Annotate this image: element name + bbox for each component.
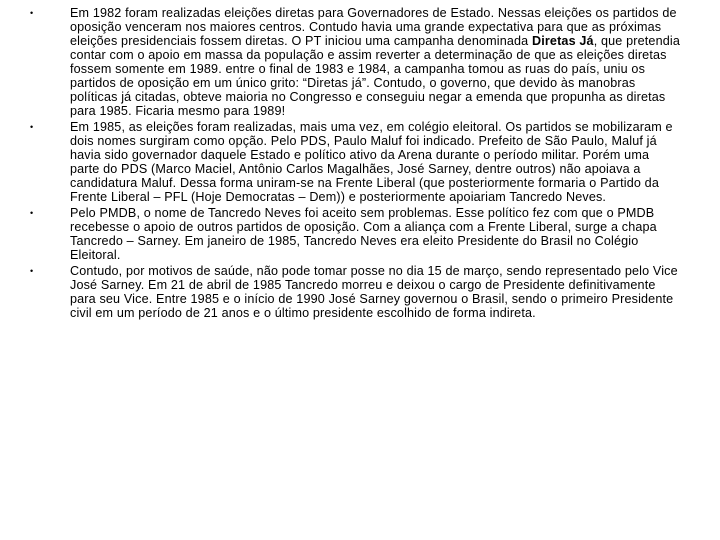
bullet-text: Contudo, por motivos de saúde, não pode tomar posse no dia 15 de março, sendo representado pelo Vice José Sarney. Em 21 de abril de 1985 Tancredo morreu e deixou o cargo de Presidente definitivamente para seu Vice. Entre 1985 e o início de 1990 José Sarney governou o Brasil, sendo o primeiro Presidente civil em um período de 21 anos e o último presidente escolhido de forma indireta. (70, 264, 678, 320)
bullet-item-3 (30, 206, 682, 262)
bullet-list (30, 6, 682, 322)
bullet-text-bold: Diretas Já (531, 34, 594, 48)
bullet-dot: • (30, 8, 34, 18)
bullet-text-part: Em 1982 foram realizadas eleições diretas para Governadores de Estado. Nessas eleições os partidos de oposição venceram nos maiores centros. Contudo havia uma grande expectativa para que as próximas eleições presidenciais fossem diretas. O PT iniciou uma campanha denominada (70, 6, 677, 48)
bullet-dot: • (30, 208, 34, 218)
bullet-item-2 (30, 120, 682, 204)
bullet-text: Em 1985, as eleições foram realizadas, mais uma vez, em colégio eleitoral. Os partidos se mobilizaram e dois nomes surgiram como opção. Pelo PDS, Paulo Maluf foi indicado. Prefeito de São Paulo, Maluf já havia sido governador daquele Estado e político ativo da Arena durante o período militar. Porém uma parte do PDS (Marco Maciel, Antônio Carlos Magalhães, José Sarney, dentre outros) não apoiava a candidatura Maluf. Dessa forma uniram-se na Frente Liberal (que posteriormente formaria o Partido da Frente Liberal – PFL (Hoje Democratas – Dem)) e posteriormente apoiariam Tancredo Neves. (70, 120, 673, 204)
bullet-text (70, 6, 682, 118)
bullet-item-1 (30, 6, 682, 118)
bullet-item-4 (30, 264, 682, 320)
bullet-text-part: , que pretendia contar com o apoio em massa da população e assim reverter a determinação de que as eleições diretas fossem somente em 1989. entre o final de 1983 e 1984, a campanha tomou as ruas do país, uniu os partidos de oposição em um único grito: “Diretas já”. Contudo, o governo, que devido às manobras políticas já citadas, obteve maioria no Congresso e conseguiu negar a emenda que propunha as diretas para 1985. Ficaria mesmo para 1989! (70, 34, 680, 118)
bullet-dot: • (30, 266, 34, 276)
bullet-dot: • (30, 122, 34, 132)
bullet-text: Pelo PMDB, o nome de Tancredo Neves foi aceito sem problemas. Esse político fez com que o PMDB recebesse o apoio de outros partidos de oposição. Com a aliança com a Frente Liberal, surge a chapa Tancredo – Sarney. Em janeiro de 1985, Tancredo Neves era eleito Presidente do Brasil no Colégio Eleitoral. (70, 206, 657, 262)
